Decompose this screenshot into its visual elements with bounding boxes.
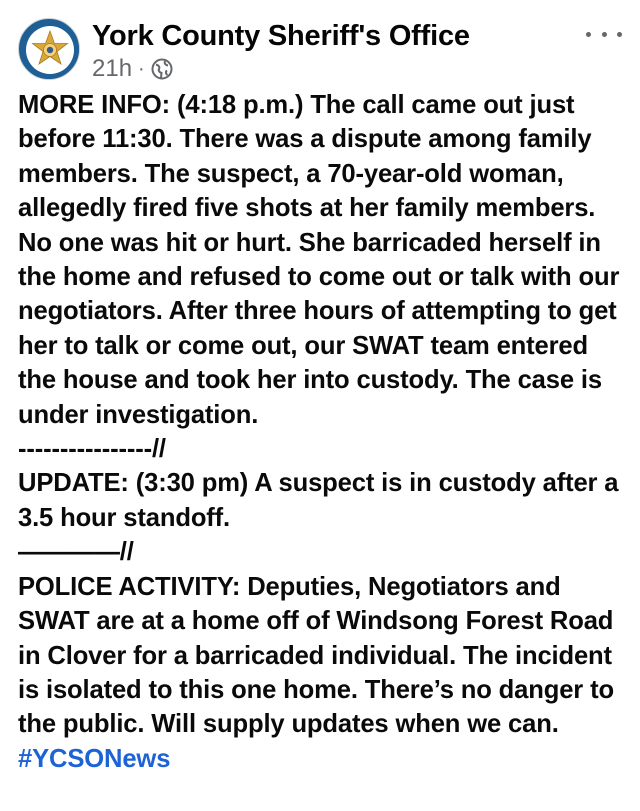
meta-separator: · — [138, 57, 145, 80]
page-name-link[interactable]: York County Sheriff's Office — [92, 20, 470, 52]
post-meta — [92, 54, 173, 84]
paragraph-more-info: MORE INFO: (4:18 p.m.) The call came out just before 11:30. There was a dispute among family members. The suspect, a 70-year-old woman, allegedly fired five shots at her family members. No one was hit or hurt. She barricaded herself in the home and refused to come out or talk with our negotiators. After three hours of attempting to get her to talk or come out, our SWAT team entered the house and took her into custody. The case is under investigation. — [18, 91, 620, 429]
paragraph-update: UPDATE: (3:30 pm) A suspect is in custody after a 3.5 hour standoff. — [18, 469, 619, 532]
hashtag-link[interactable]: #YCSONews — [18, 744, 171, 773]
sheriff-star-badge-icon — [19, 19, 80, 80]
globe-icon — [151, 58, 173, 80]
more-options-button[interactable] — [586, 26, 622, 42]
post-header — [18, 14, 622, 82]
police-activity-text: POLICE ACTIVITY: Deputies, Negotiators and SWAT are at a home off of Windsong Forest Road in Clover for a barricaded individual. The incident is isolated to this one home. There’s no danger to the public. Will supply updates when we can. — [18, 572, 614, 739]
divider-line-1: ----------------// — [18, 435, 166, 464]
divider-line-2: ————// — [18, 538, 134, 567]
post-text — [18, 88, 628, 776]
post-time[interactable]: 21h — [92, 55, 133, 82]
paragraph-police-activity — [18, 570, 628, 776]
more-options-icon — [586, 32, 591, 37]
page-avatar[interactable] — [18, 18, 80, 80]
